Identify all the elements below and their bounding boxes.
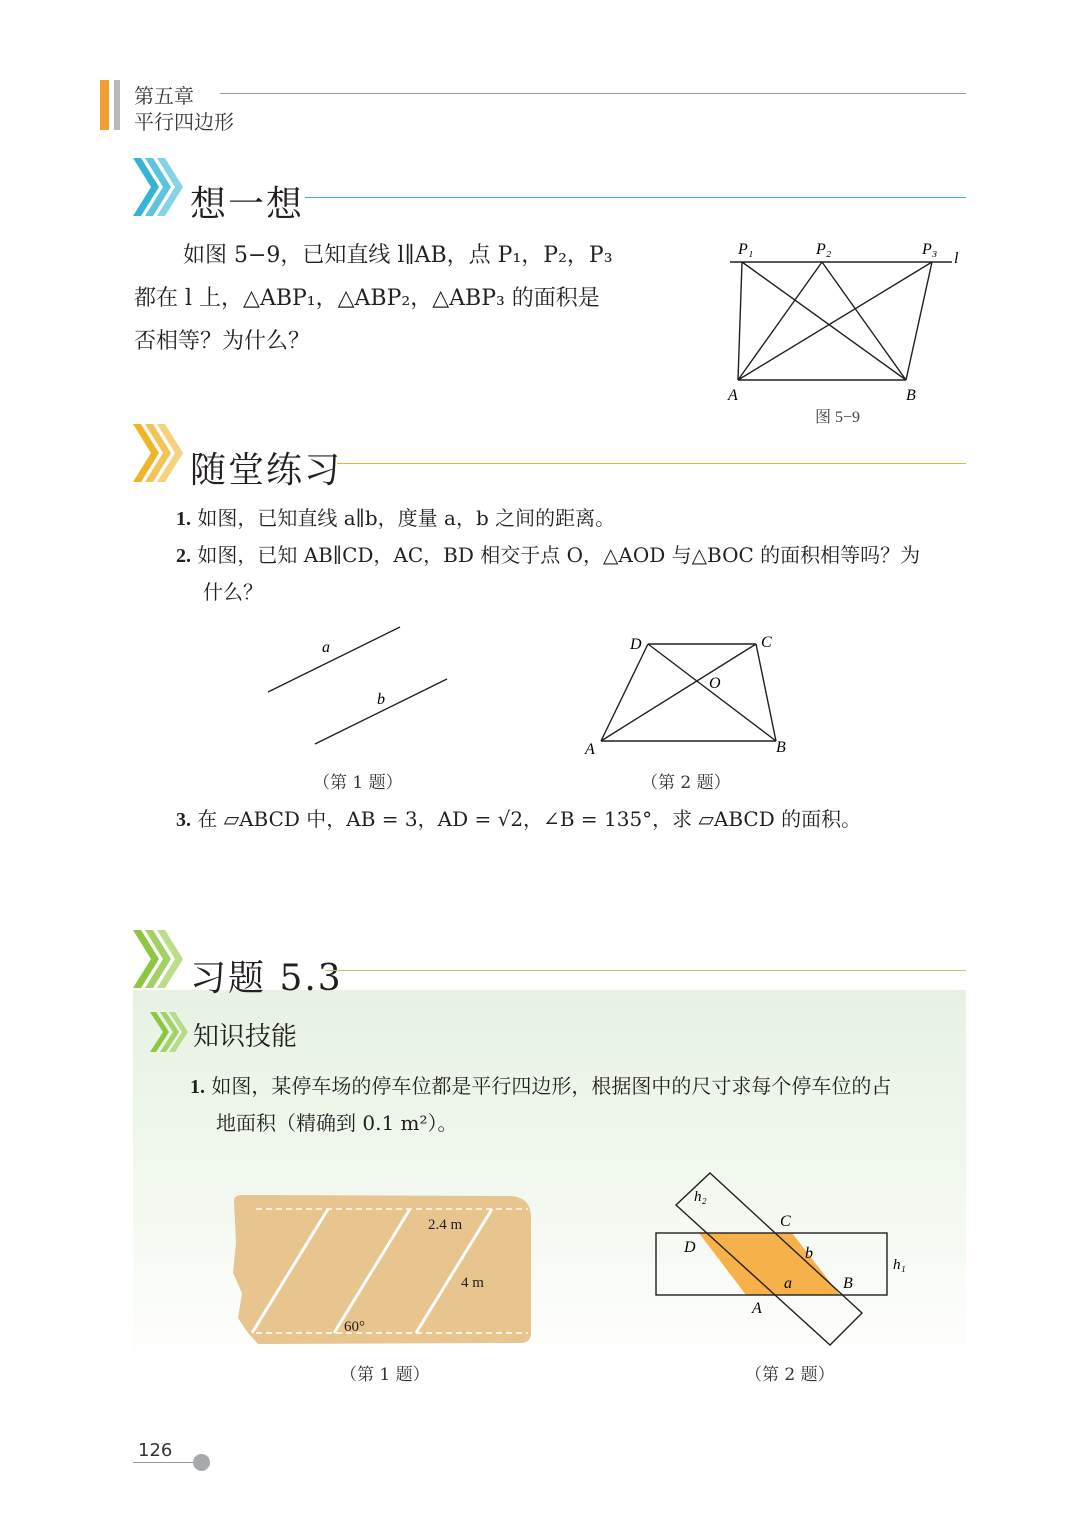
label-a: A [585, 741, 595, 758]
chevron-icon [133, 158, 183, 216]
q1-text: 如图，已知直线 a∥b，度量 a，b 之间的距离。 [197, 506, 616, 530]
parking-figure [228, 1193, 534, 1348]
chevron-small-icon [150, 1012, 188, 1052]
think-line-2: 都在 l 上，△ABP₁，△ABP₂，△ABP₃ 的面积是 [134, 286, 600, 311]
practice-rule [337, 463, 966, 464]
chevron-icon [133, 930, 183, 988]
label-h2: h₂ [694, 1189, 707, 1205]
line-label-b: b [377, 691, 385, 708]
footer-rule [133, 1462, 195, 1463]
practice-fig1-caption: （第 1 题） [313, 773, 403, 793]
practice-fig2-caption: （第 2 题） [641, 773, 731, 793]
exercise-rule [325, 970, 966, 971]
think-rule [305, 197, 966, 198]
chapter-bar-orange [100, 80, 109, 130]
label-h1: h₁ [893, 1257, 906, 1273]
label-p2: P₂ [816, 241, 832, 258]
exercise-q1-cont: 地面积（精确到 0.1 m²）。 [216, 1111, 458, 1135]
line-label-a: a [322, 639, 330, 656]
overlap-figure [640, 1165, 920, 1355]
q3-text: 在 ▱ABCD 中，AB = 3，AD = √2，∠B = 135°，求 ▱ABCD 的面积。 [197, 807, 862, 831]
label-a: A [752, 1300, 762, 1317]
q2-number: 2. [176, 545, 191, 567]
practice-q2-cont: 什么？ [203, 580, 263, 604]
exercise-subtitle: 知识技能 [193, 1022, 298, 1052]
label-d: D [630, 636, 642, 653]
label-a-side: a [784, 1275, 792, 1292]
label-d: D [684, 1239, 696, 1256]
label-l: l [954, 250, 959, 267]
practice-q3 [176, 801, 861, 839]
width-label: 2.4 m [428, 1217, 463, 1233]
footer-dot [193, 1454, 210, 1471]
practice-fig1 [260, 620, 460, 760]
angle-label: 60° [344, 1319, 365, 1335]
page-number: 126 [138, 1440, 173, 1461]
exercise-title: 习题 5.3 [190, 958, 343, 999]
label-o: O [709, 675, 721, 692]
length-label: 4 m [461, 1275, 484, 1291]
chapter-title: 平行四边形 [134, 110, 234, 134]
practice-q1 [176, 500, 615, 538]
label-c: C [761, 634, 772, 651]
q1-number: 1. [176, 508, 191, 530]
ex-q1-text-1: 如图，某停车场的停车位都是平行四边形，根据图中的尺寸求每个停车位的占 [211, 1074, 892, 1098]
label-c: C [780, 1213, 791, 1230]
chapter-label: 第五章 [134, 84, 194, 108]
ex-q1-number: 1. [190, 1076, 205, 1098]
label-b: B [906, 387, 916, 404]
label-b: B [776, 739, 786, 756]
practice-q2 [176, 537, 920, 575]
think-line-1: 如图 5−9，已知直线 l∥AB，点 P₁，P₂，P₃ [183, 243, 613, 268]
label-b-side: b [805, 1245, 813, 1262]
header-rule [220, 93, 966, 94]
practice-title: 随堂练习 [190, 450, 343, 491]
label-a: A [728, 387, 738, 404]
q2-text-1: 如图，已知 AB∥CD，AC，BD 相交于点 O，△AOD 与△BOC 的面积相等吗？为 [197, 543, 921, 567]
exercise-fig2-caption: （第 2 题） [745, 1365, 835, 1385]
figure-5-9 [720, 232, 970, 432]
label-b: B [843, 1275, 853, 1292]
practice-fig2 [580, 628, 800, 763]
label-p1: P₁ [738, 241, 754, 258]
q3-number: 3. [176, 809, 191, 831]
chevron-icon [133, 424, 183, 482]
exercise-fig1-caption: （第 1 题） [340, 1365, 430, 1385]
chapter-bar-grey [114, 80, 120, 130]
exercise-q1 [190, 1068, 891, 1106]
think-line-3: 否相等？为什么？ [134, 329, 311, 354]
label-p3: P₃ [922, 241, 938, 258]
figure-caption: 图 5−9 [815, 409, 861, 426]
think-title: 想一想 [190, 184, 305, 225]
